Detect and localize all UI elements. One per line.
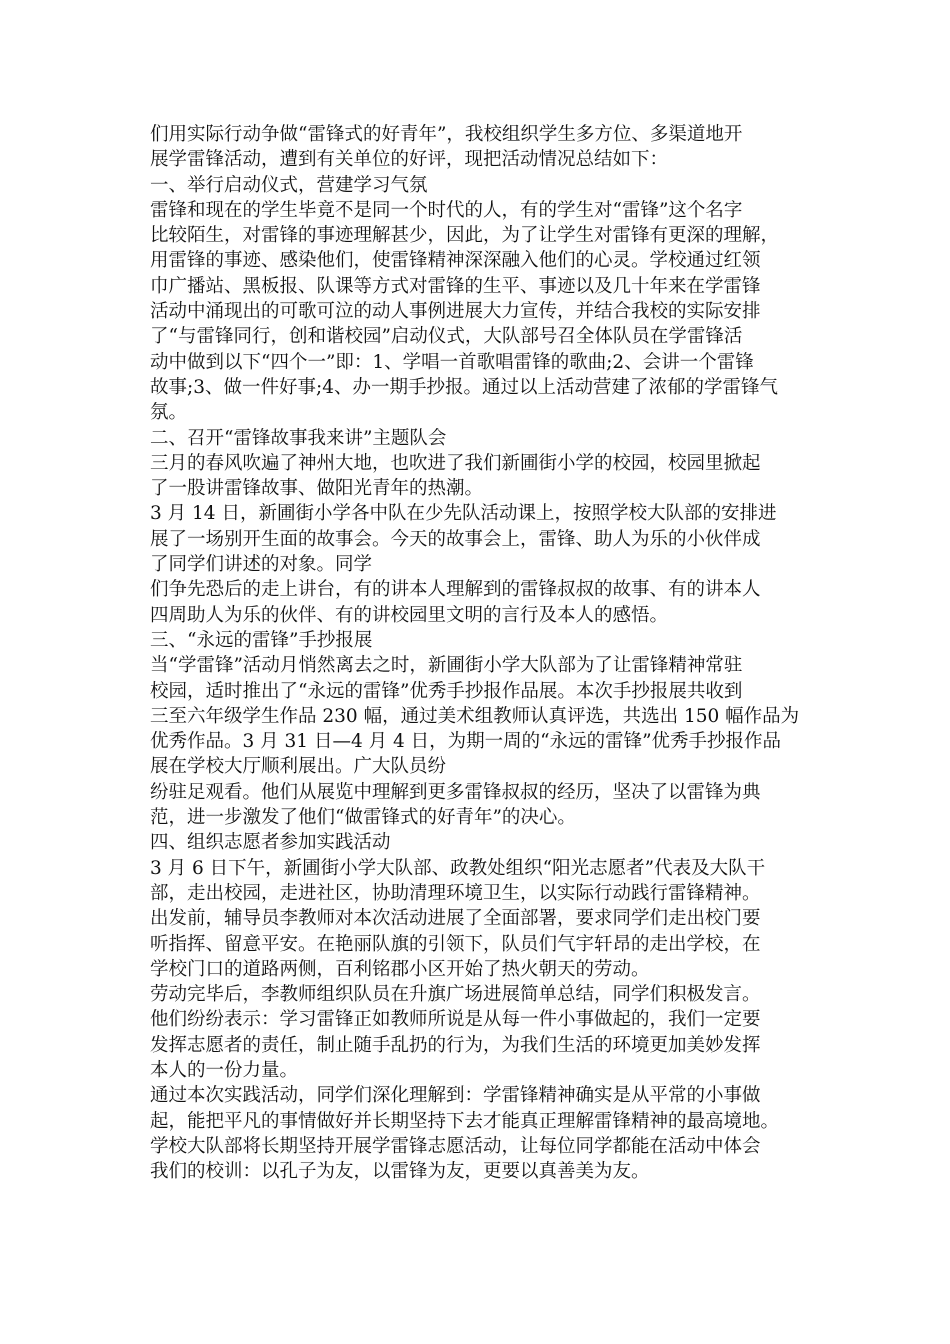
text-line: 展在学校大厅顺利展出。广大队员纷	[150, 756, 447, 778]
text-line: 部，走出校园，走进社区，协助清理环境卫生，以实际行动践行雷锋精神。	[150, 882, 761, 904]
paragraph	[150, 982, 810, 1083]
text-line: 二、召开“雷锋故事我来讲”主题队会	[150, 427, 447, 449]
text-line: 优秀作品。3 月 31 日—4 月 4 日，为期一周的“永远的雷锋”优秀手抄报作品	[150, 731, 782, 753]
text-line: 们争先恐后的走上讲台，有的讲本人理解到的雷锋叔叔的故事、有的讲本人	[150, 579, 761, 601]
text-line: 出发前，辅导员李教师对本次活动进展了全面部署，要求同学们走出校门要	[150, 908, 761, 930]
text-line: 我们的校训：以孔子为友，以雷锋为友，更要以真善美为友。	[150, 1161, 650, 1183]
text-line: 三月的春风吹遍了神州大地，也吹进了我们新圃街小学的校园，校园里掀起	[150, 452, 761, 474]
text-line: 当“学雷锋”活动月悄然离去之时，新圃街小学大队部为了让雷锋精神常驻	[150, 655, 743, 677]
text-line: 们用实际行动争做“雷锋式的好青年”，我校组织学生多方位、多渠道地开	[150, 124, 743, 145]
text-line: 四、组织志愿者参加实践活动	[150, 832, 391, 854]
text-line: 了一股讲雷锋故事、做阳光青年的热潮。	[150, 478, 484, 500]
paragraph	[150, 426, 810, 451]
paragraph	[150, 856, 810, 982]
text-line: 比较陌生，对雷锋的事迹理解甚少，因此，为了让学生对雷锋有更深的理解，	[150, 225, 780, 247]
text-line: 通过本次实践活动，同学们深化理解到：学雷锋精神确实是从平常的小事做	[150, 1085, 761, 1107]
paragraph	[150, 198, 810, 426]
paragraph	[150, 628, 810, 653]
text-line: 巾广播站、黑板报、队课等方式对雷锋的生平、事迹以及几十年来在学雷锋	[150, 275, 761, 297]
paragraph	[150, 1083, 810, 1184]
paragraph	[150, 780, 810, 831]
text-line: 故事;3、做一件好事;4、办一期手抄报。通过以上活动营建了浓郁的学雷锋气	[150, 376, 779, 398]
paragraph	[150, 451, 810, 502]
text-line: 发挥志愿者的责任，制止随手乱扔的行为，为我们生活的环境更加美妙发挥	[150, 1034, 761, 1056]
text-line: 3 月 6 日下午，新圃街小学大队部、政教处组织“阳光志愿者”代表及大队干	[150, 857, 766, 879]
text-line: 他们纷纷表示：学习雷锋正如教师所说是从每一件小事做起的，我们一定要	[150, 1009, 761, 1031]
text-line: 劳动完毕后，李教师组织队员在升旗广场进展简单总结，同学们积极发言。	[150, 984, 761, 1006]
text-line: 学校门口的道路两侧，百利铭郡小区开始了热火朝天的劳动。	[150, 958, 650, 980]
text-line: 范，进一步激发了他们“做雷锋式的好青年”的决心。	[150, 807, 576, 829]
text-line: 雷锋和现在的学生毕竟不是同一个时代的人，有的学生对“雷锋”这个名字	[150, 199, 743, 221]
paragraph	[150, 122, 810, 173]
text-line: 校园，适时推出了“永远的雷锋”优秀手抄报作品展。本次手抄报展共收到	[150, 680, 743, 702]
text-line: 一、举行启动仪式，营建学习气氛	[150, 174, 428, 196]
text-line: 了同学们讲述的对象。同学	[150, 554, 373, 576]
text-line: 纷驻足观看。他们从展览中理解到更多雷锋叔叔的经历，坚决了以雷锋为典	[150, 781, 761, 803]
text-line: 听指挥、留意平安。在艳丽队旗的引领下，队员们气宇轩昂的走出学校，在	[150, 933, 761, 955]
paragraph	[150, 653, 810, 779]
text-line: 展了一场别开生面的故事会。今天的故事会上，雷锋、助人为乐的小伙伴成	[150, 528, 761, 550]
paragraph	[150, 173, 810, 198]
text-line: 3 月 14 日，新圃街小学各中队在少先队活动课上，按照学校大队部的安排进	[150, 503, 777, 525]
text-line: 展学雷锋活动，遭到有关单位的好评，现把活动情况总结如下：	[150, 149, 669, 171]
text-line: 动中做到以下“四个一”即：1、学唱一首歌唱雷锋的歌曲;2、会讲一个雷锋	[150, 351, 754, 373]
text-line: 起，能把平凡的事情做好并长期坚持下去才能真正理解雷锋精神的最高境地。	[150, 1110, 780, 1132]
document-body	[150, 122, 810, 1184]
text-line: 三、“永远的雷锋”手抄报展	[150, 629, 373, 651]
paragraph	[150, 830, 810, 855]
text-line: 本人的一份力量。	[150, 1059, 299, 1081]
text-line: 活动中涌现出的可歌可泣的动人事例进展大力宣传，并结合我校的实际安排	[150, 301, 761, 323]
text-line: 氛。	[150, 402, 188, 424]
text-line: 三至六年级学生作品 230 幅，通过美术组教师认真评选，共选出 150 幅作品为	[150, 705, 800, 727]
paragraph	[150, 501, 810, 577]
text-line: 了“与雷锋同行，创和谐校园”启动仪式，大队部号召全体队员在学雷锋活	[150, 326, 743, 348]
paragraph	[150, 577, 810, 628]
text-line: 学校大队部将长期坚持开展学雷锋志愿活动，让每位同学都能在活动中体会	[150, 1135, 761, 1157]
text-line: 四周助人为乐的伙伴、有的讲校园里文明的言行及本人的感悟。	[150, 604, 669, 626]
text-line: 用雷锋的事迹、感染他们，使雷锋精神深深融入他们的心灵。学校通过红领	[150, 250, 761, 272]
